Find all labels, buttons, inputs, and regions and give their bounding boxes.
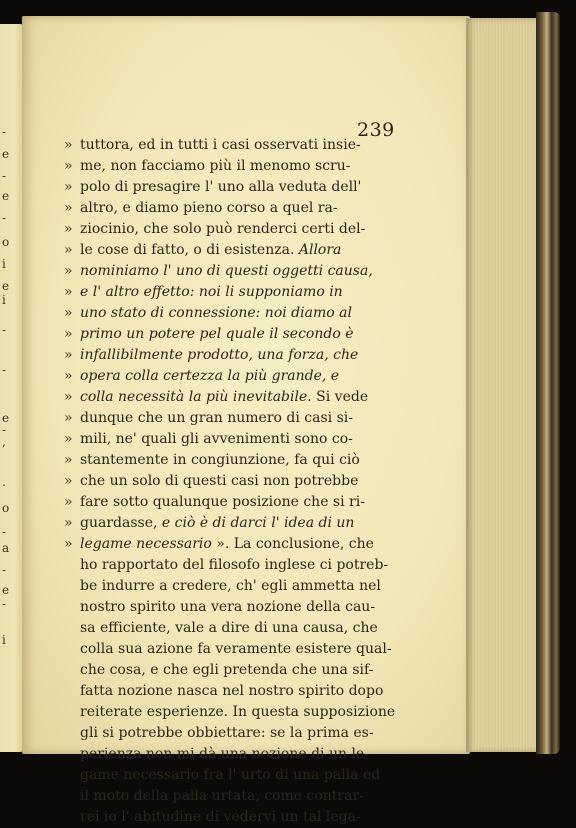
left-fragment: - [2,525,7,539]
text-line [64,156,394,177]
quote-mark: » [64,284,73,300]
text-line [64,219,394,240]
quote-mark: » [64,305,73,321]
text-line [64,576,394,597]
quote-mark: » [64,431,73,447]
line-text: nominiamo l' uno di questi oggetti causa, [80,263,373,279]
line-text: che cosa, e che egli pretenda che una sif- [80,662,374,678]
quote-mark: » [64,473,73,489]
text-line [64,345,394,366]
text-line [64,807,394,828]
line-text: sa efficiente, vale a dire di una causa, che [80,620,378,636]
quote-mark: » [64,410,73,426]
page-number: 239 [357,119,395,141]
left-fragment: - [2,169,7,183]
text-line [64,723,394,744]
line-text: ho rapportato del filosofo inglese ci potreb- [80,557,389,573]
text-line [64,597,394,618]
book-cover-edge [536,12,560,754]
left-fragment: i [2,257,6,271]
left-fragment: i [2,633,6,647]
line-text: nostro spirito una vera nozione della cau- [80,599,376,615]
text-line [64,429,394,450]
quote-mark: » [64,200,73,216]
line-text: altro, e diamo pieno corso a quel ra- [80,200,338,216]
left-fragment: e [2,411,10,425]
quote-mark: » [64,494,73,510]
quote-mark: » [64,137,73,153]
left-fragment: - [2,323,7,337]
line-text: il moto della palla urtata, come contrar- [80,788,364,804]
text-line [64,765,394,786]
line-text: infallibilmente prodotto, una forza, che [80,347,359,363]
line-text: polo di presagire l' uno alla veduta dell' [80,179,362,195]
line-text: guardasse, e ciò è di darci l' idea di un [80,515,355,531]
text-line [64,324,394,345]
quote-mark: » [64,347,73,363]
line-text: colla necessità la più inevitabile. Si vede [80,389,369,405]
left-fragment: o [2,235,10,249]
left-fragment: e [2,189,10,203]
text-line [64,198,394,219]
quote-mark: » [64,242,73,258]
previous-page-edge [0,24,24,752]
text-line [64,702,394,723]
line-text: fare sotto qualunque posizione che si ri- [80,494,365,510]
left-fragment: i [2,293,6,307]
text-line [64,177,394,198]
left-fragment: e [2,279,10,293]
left-fragment: a [2,541,10,555]
line-text: opera colla certezza la più grande, e [80,368,340,384]
text-line [64,639,394,660]
text-line [64,660,394,681]
quote-mark: » [64,389,73,405]
line-text: dunque che un gran numero di casi si- [80,410,353,426]
text-line [64,681,394,702]
text-line [64,555,394,576]
left-fragment: . [2,475,6,489]
line-text: mili, ne' quali gli avvenimenti sono co- [80,431,353,447]
quote-mark: » [64,158,73,174]
line-text: uno stato di connessione: noi diamo al [80,305,352,321]
line-text: colla sua azione fa veramente esistere qual- [80,641,392,657]
text-line [64,282,394,303]
line-text: tuttora, ed in tutti i casi osservati insie- [80,137,361,153]
left-fragment: e [2,147,10,161]
left-fragment: - [2,597,7,611]
line-text: le cose di fatto, o di esistenza. Allora [80,242,342,258]
line-text: ziocinio, che solo può renderci certi del- [80,221,366,237]
quote-mark: » [64,515,73,531]
text-line [64,744,394,765]
left-fragment: - [2,363,7,377]
left-fragment: o [2,501,10,515]
quote-mark: » [64,326,73,342]
left-fragment: - [2,563,7,577]
left-fragment: , [2,435,6,449]
text-line [64,534,394,555]
text-line [64,303,394,324]
left-fragment: - [2,211,7,225]
line-text: me, non facciamo più il menomo scru- [80,158,351,174]
quote-mark: » [64,368,73,384]
line-text: reiterate esperienze. In questa supposizione [80,704,396,720]
line-text: legame necessario ». La conclusione, che [80,536,374,552]
text-line [64,240,394,261]
text-line [64,261,394,282]
line-text: gli si potrebbe obbiettare: se la prima es- [80,725,374,741]
line-text: e l' altro effetto: noi li supponiamo in [80,284,343,300]
left-fragment: - [2,423,7,437]
left-fragment: - [2,125,7,139]
text-line [64,135,394,156]
text-line [64,408,394,429]
text-line [64,513,394,534]
text-line [64,786,394,807]
text-line [64,366,394,387]
left-fragment: e [2,583,10,597]
line-text: che un solo di questi casi non potrebbe [80,473,359,489]
text-line [64,618,394,639]
text-line [64,492,394,513]
line-text: rei io l' abitudine di vedervi un tal lega- [80,809,361,825]
quote-mark: » [64,452,73,468]
line-text: be indurre a credere, ch' egli ammetta nel [80,578,381,594]
text-line [64,387,394,408]
quote-mark: » [64,179,73,195]
text-line [64,450,394,471]
line-text: game necessario fra l' urto di una palla ed [80,767,381,783]
line-text: primo un potere pel quale il secondo è [80,326,354,342]
quote-mark: » [64,536,73,552]
book-page [22,16,470,825]
text-line [64,471,394,492]
quote-mark: » [64,263,73,279]
line-text: stantemente in congiunzione, fa qui ciò [80,452,360,468]
line-text: perienza non mi dà una nozione di un le- [80,746,369,762]
line-text: fatta nozione nasca nel nostro spirito dopo [80,683,384,699]
page-edges [466,18,540,752]
quote-mark: » [64,221,73,237]
